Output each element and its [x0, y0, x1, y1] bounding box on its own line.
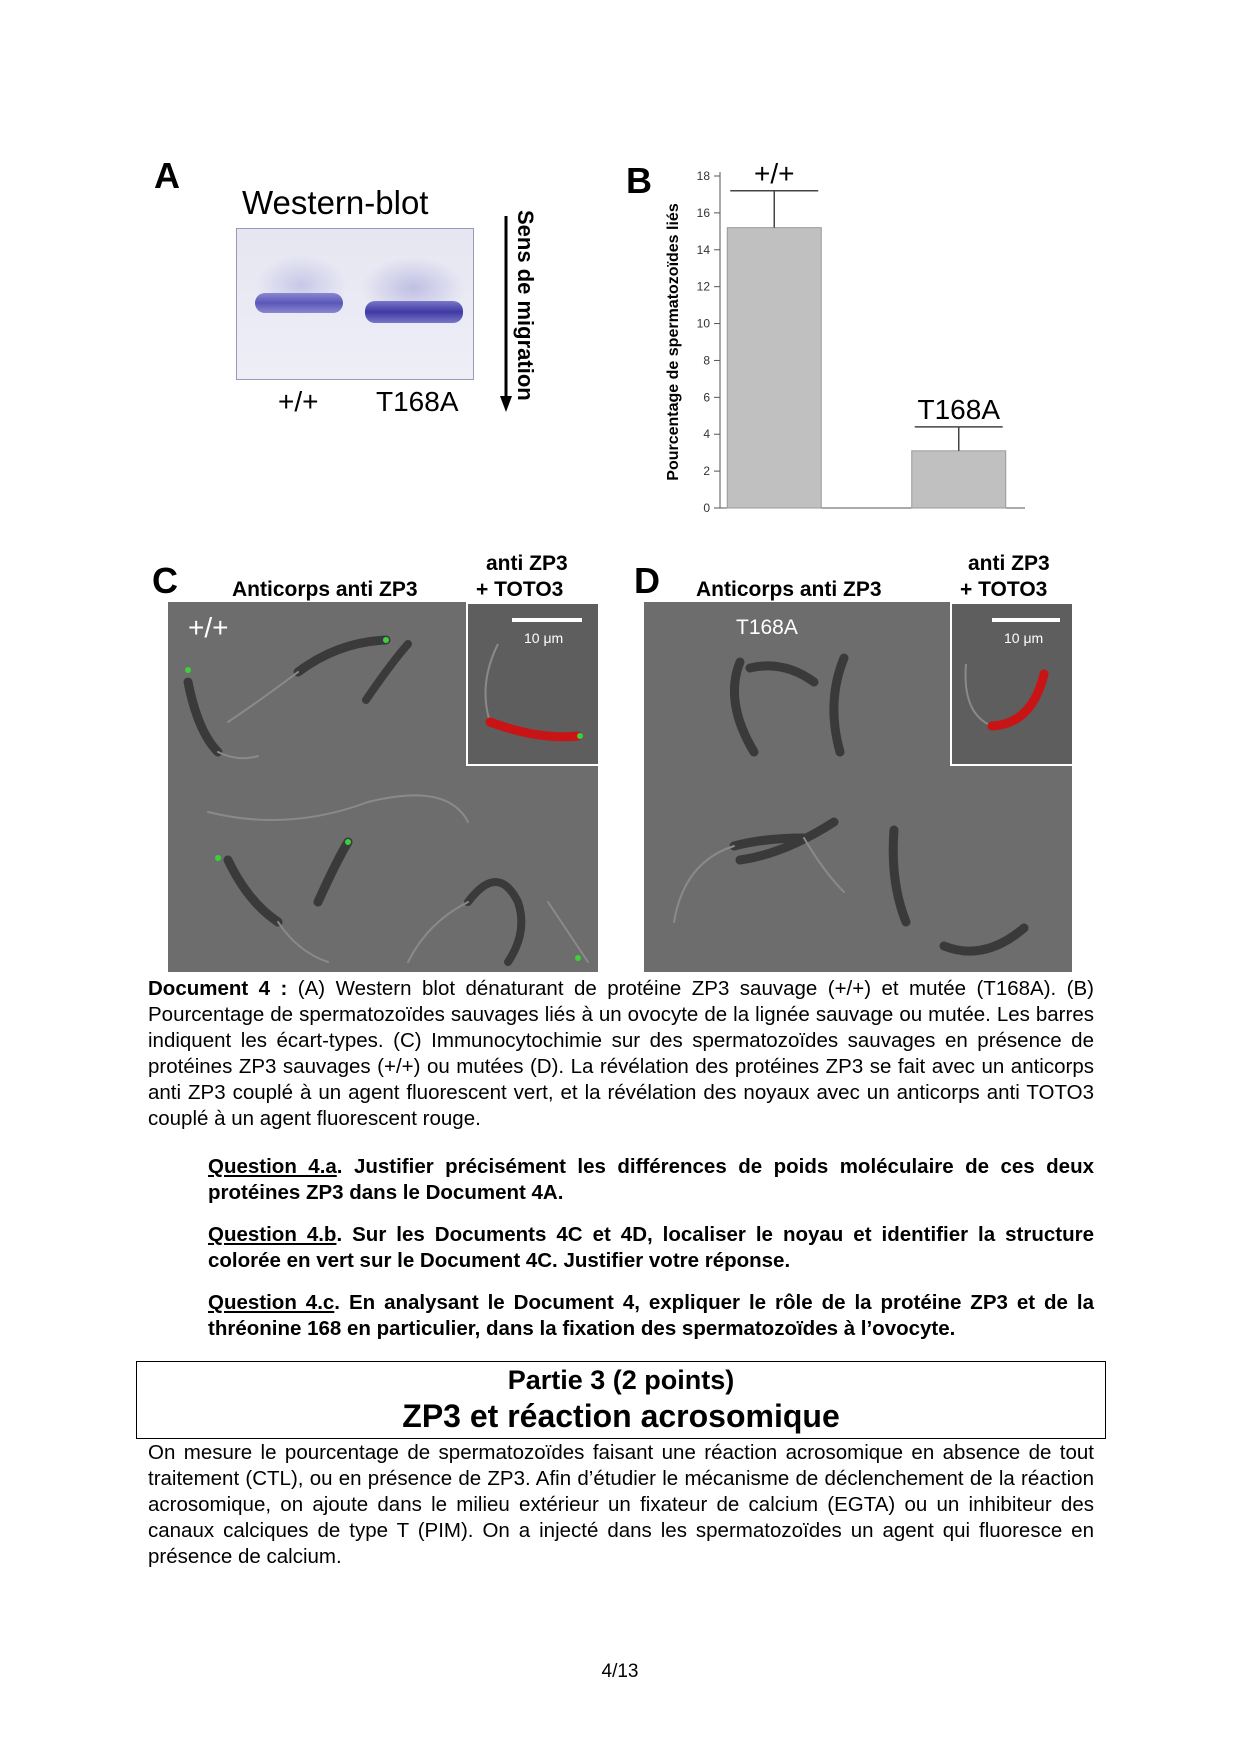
question-4a-tag: Question 4.a: [208, 1155, 337, 1178]
question-4a-text: . Justifier précisément les différences de poids moléculaire de ces deux protéines ZP3 dans le Document 4A.: [208, 1155, 1094, 1204]
y-tick-label: 2: [703, 464, 710, 479]
question-4b: [208, 1222, 1094, 1274]
bar-label-1: T168A: [917, 393, 1000, 425]
y-tick-label: 0: [703, 501, 710, 515]
part-3-header-box: [136, 1361, 1106, 1439]
caption-text: (A) Western blot dénaturant de protéine ZP3 sauvage (+/+) et mutée (T168A). (B) Pourcentage de spermatozoïdes sauvages liés à un ovocyte de la lignée sauvage ou mutée. Les barres indiquent les écart-types. (C) Immunocytochimie sur des spermatozoïdes sauvages en présence de protéines ZP3 sauvages (+/+) ou mutées (D). La révélation des protéines ZP3 se fait avec un anticorps anti ZP3 couplé à un agent fluorescent vert, et la révélation des noyaux avec un anticorps anti TOTO3 couplé à un agent fluorescent rouge.: [148, 977, 1094, 1130]
bar-chart: [650, 158, 1030, 518]
panel-d-genotype: T168A: [736, 616, 798, 639]
y-tick-label: 16: [696, 205, 710, 220]
panel-d-inset-title-2: + TOTO3: [960, 578, 1048, 601]
panel-c-inset: [466, 602, 598, 766]
question-4a: [208, 1154, 1094, 1206]
band-wild-type: [255, 293, 343, 313]
panel-d-scale: 10 μm: [1004, 630, 1044, 646]
panel-c-letter: C: [152, 560, 178, 601]
lane-label-t168a: T168A: [376, 386, 459, 417]
panel-c-title: Anticorps anti ZP3: [232, 578, 418, 601]
y-tick-label: 18: [696, 169, 710, 183]
bar-label-0: +/+: [754, 158, 795, 189]
document-caption: [148, 976, 1094, 1132]
panel-d-letter: D: [634, 560, 660, 601]
caption-lead: Document 4 :: [148, 977, 288, 1000]
western-blot-title: Western-blot: [242, 184, 429, 221]
question-4c-tag: Question 4.c: [208, 1291, 335, 1314]
migration-label: Sens de migration: [513, 210, 538, 401]
y-tick-label: 8: [703, 353, 710, 368]
panel-d-title: Anticorps anti ZP3: [696, 578, 882, 601]
question-4b-tag: Question 4.b: [208, 1223, 337, 1246]
panel-c-genotype: +/+: [188, 612, 229, 643]
panel-b-letter: B: [626, 160, 652, 201]
question-4c-text: . En analysant le Document 4, expliquer le rôle de la protéine ZP3 et de la thréonine 168 en particulier, dans la fixation des spermatozoïdes à l’ovocyte.: [208, 1291, 1095, 1340]
bar-1: [912, 451, 1006, 508]
y-tick-label: 12: [696, 279, 710, 294]
micrograph-c: [168, 602, 598, 972]
part-3-paragraph: On mesure le pourcentage de spermatozoïdes faisant une réaction acrosomique en absence de tout traitement (CTL), ou en présence de ZP3. Afin d’étudier le mécanisme de déclenchement de la réaction acrosomique, on ajoute dans le milieu extérieur un fixateur de calcium (EGTA) ou un inhibiteur des canaux calciques de type T (PIM). On a injecté dans les spermatozoïdes un agent qui fluoresce en présence de calcium.: [148, 1441, 1094, 1568]
panel-d-inset-title-1: anti ZP3: [968, 552, 1050, 575]
question-4b-text: . Sur les Documents 4C et 4D, localiser le noyau et identifier la structure colorée en vert sur le Document 4C. Justifier votre réponse.: [208, 1223, 1095, 1272]
panel-c-inset-title-1: anti ZP3: [486, 552, 568, 575]
bar-0: [727, 228, 821, 508]
panel-c-inset-title-2: + TOTO3: [476, 578, 564, 601]
western-blot-image: [236, 228, 474, 380]
panel-d-inset: [950, 602, 1072, 766]
page-number: 4/13: [601, 1661, 639, 1682]
panel-c-scale: 10 μm: [524, 630, 564, 646]
part-3-title: ZP3 et réaction acrosomique: [402, 1398, 840, 1434]
band-t168a: [365, 301, 463, 323]
y-axis-label: Pourcentage de spermatozoïdes liés: [665, 203, 682, 481]
question-4c: [208, 1290, 1094, 1342]
micrograph-d: [644, 602, 1072, 972]
y-tick-label: 10: [696, 316, 710, 331]
y-tick-label: 14: [696, 242, 710, 257]
lane-label-wild-type: +/+: [278, 386, 319, 417]
y-tick-label: 4: [703, 427, 710, 442]
part-3-subtitle: Partie 3 (2 points): [507, 1365, 735, 1395]
y-tick-label: 6: [703, 390, 710, 405]
panel-a-letter: A: [154, 155, 180, 196]
